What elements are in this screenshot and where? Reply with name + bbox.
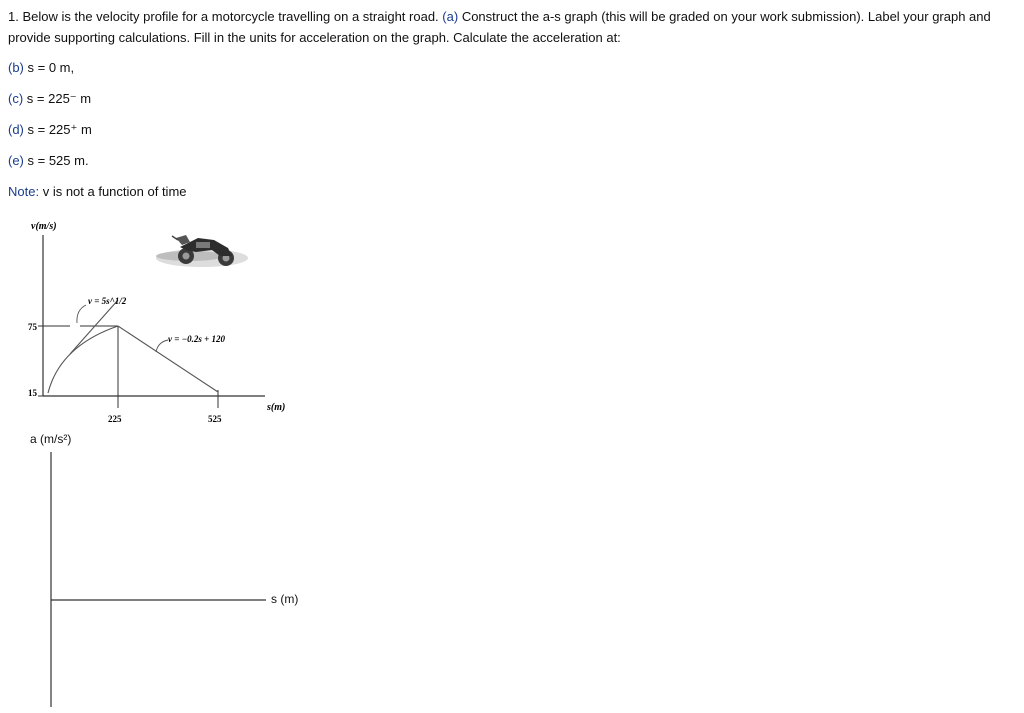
x-tick-225: 225 xyxy=(108,414,122,424)
curve-sqrt-segment xyxy=(48,326,118,393)
part-d-text: s = 225⁺ m xyxy=(27,122,92,137)
part-d xyxy=(8,122,92,138)
problem-statement xyxy=(8,6,1018,48)
y-tick-15: 15 xyxy=(28,388,37,398)
line-rise-segment xyxy=(70,300,118,354)
annotation-sqrt: v = 5s^1/2 xyxy=(88,296,127,306)
part-d-label: (d) xyxy=(8,122,24,137)
problem-number: 1. xyxy=(8,9,19,24)
s-axis-label: s(m) xyxy=(267,402,286,413)
s-axis-answer-label: s (m) xyxy=(271,592,299,606)
note xyxy=(8,184,187,199)
part-b-label: (b) xyxy=(8,60,24,75)
note-label: Note: xyxy=(8,184,40,199)
motorcycle-icon xyxy=(156,235,248,267)
part-c-text: s = 225⁻ m xyxy=(26,91,92,106)
part-c-label: (c) xyxy=(8,91,24,106)
problem-text-1: Below is the velocity profile for a motorcycle travelling on a straight road. xyxy=(22,9,439,24)
annotation-linear: v = −0.2s + 120 xyxy=(168,334,225,344)
annotation-leader-linear xyxy=(156,340,168,352)
part-e-label: (e) xyxy=(8,153,24,168)
part-e-text: s = 525 m. xyxy=(27,153,89,168)
note-text: v is not a function of time xyxy=(42,184,187,199)
problem-text-2: Construct the a-s graph (this will be graded on your work submission). Label your graph and provide supporting calculations. Fill in the units for acceleration on the graph. Calculate the acceleration at: xyxy=(8,9,991,45)
part-b-text: s = 0 m, xyxy=(27,60,75,75)
part-e xyxy=(8,153,89,168)
a-s-answer-graph[interactable] xyxy=(0,440,280,713)
y-tick-75: 75 xyxy=(28,322,37,332)
part-b xyxy=(8,60,74,75)
velocity-profile-chart xyxy=(0,215,320,430)
v-axis-label: v(m/s) xyxy=(31,221,57,232)
part-c xyxy=(8,91,91,107)
x-tick-525: 525 xyxy=(208,414,222,424)
annotation-leader-sqrt xyxy=(77,305,86,323)
a-axis-label: a (m/s²) xyxy=(30,432,72,446)
part-a-label: (a) xyxy=(442,9,459,24)
